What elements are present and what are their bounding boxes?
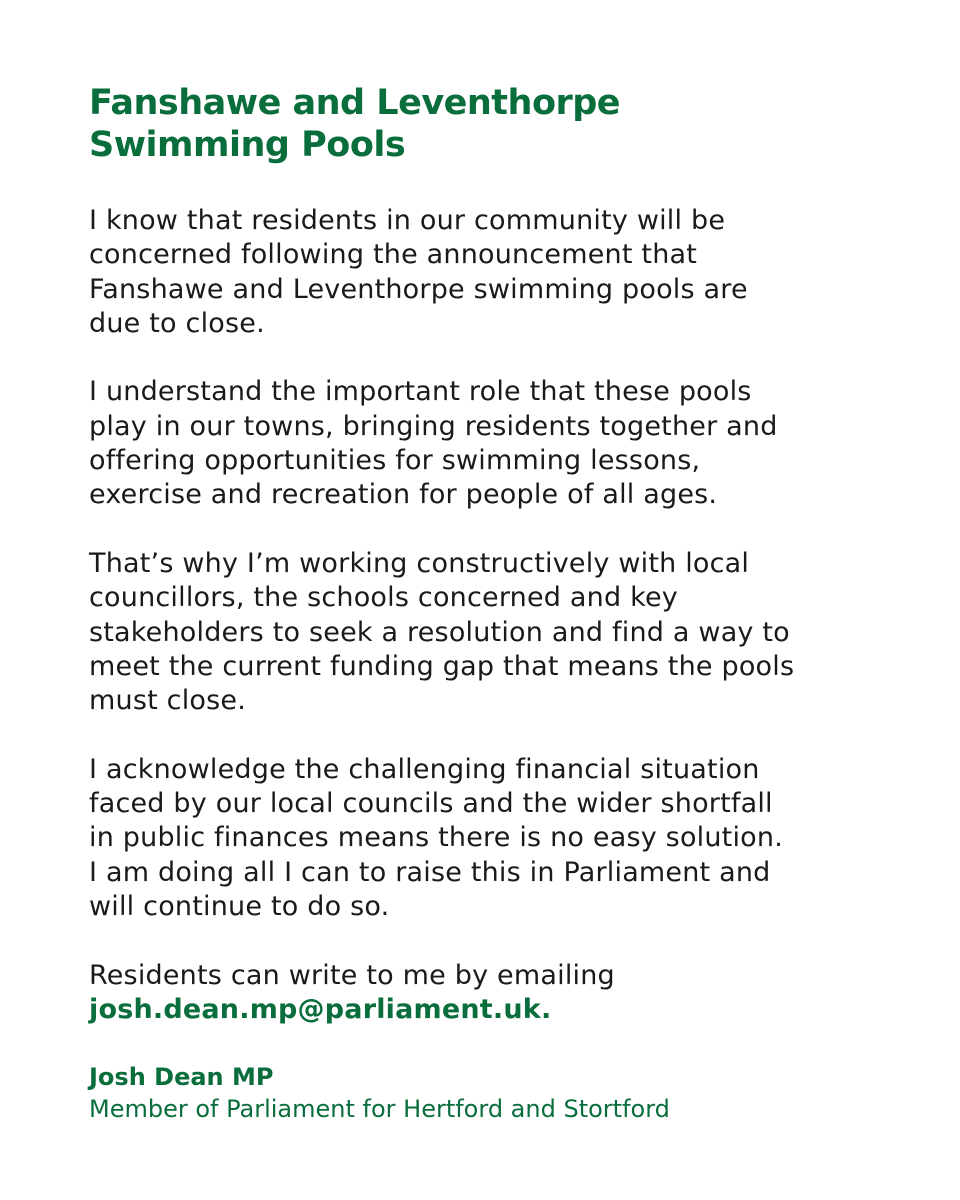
paragraph-3	[89, 547, 889, 718]
paragraph-line: faced by our local councils and the wider shortfall	[89, 788, 773, 820]
paragraph-line: I know that residents in our community will be	[89, 205, 726, 236]
paragraph-line: That’s why I’m working constructively with local	[89, 547, 750, 579]
paragraph-line: concerned following the announcement that	[89, 239, 698, 271]
title-line-2: Swimming Pools	[89, 125, 406, 165]
statement-body	[89, 204, 889, 1027]
paragraph-1	[89, 204, 889, 341]
paragraph-line: will continue to do so.	[89, 890, 390, 922]
signature-role: Member of Parliament for Hertford and Stortford	[89, 1095, 670, 1124]
paragraph-line: councillors, the schools concerned and key	[89, 582, 678, 614]
paragraph-line: I acknowledge the challenging financial situation	[89, 753, 760, 785]
paragraph-line: play in our towns, bringing residents together and	[89, 410, 778, 442]
paragraph-4	[89, 753, 889, 924]
page-title	[89, 82, 889, 166]
paragraph-line: exercise and recreation for people of all ages.	[89, 479, 718, 511]
contact-intro: Residents can write to me by emailing	[89, 959, 615, 991]
paragraph-line: I understand the important role that these pools	[89, 376, 752, 408]
statement-page	[89, 82, 889, 1125]
paragraph-line: Fanshawe and Leventhorpe swimming pools are	[89, 273, 748, 305]
signature-block	[89, 1061, 889, 1125]
paragraph-line: offering opportunities for swimming lessons,	[89, 445, 701, 477]
paragraph-line: meet the current funding gap that means the pools	[89, 650, 795, 682]
paragraph-2	[89, 375, 889, 512]
contact-paragraph	[89, 959, 889, 1028]
paragraph-line: I am doing all I can to raise this in Parliament and	[89, 856, 771, 888]
email-link[interactable]: josh.dean.mp@parliament.uk.	[89, 993, 552, 1025]
paragraph-line: stakeholders to seek a resolution and find a way to	[89, 616, 790, 648]
paragraph-line: due to close.	[89, 307, 265, 339]
signature-name: Josh Dean MP	[89, 1063, 274, 1092]
paragraph-line: must close.	[89, 685, 246, 717]
title-line-1: Fanshawe and Leventhorpe	[89, 83, 621, 123]
paragraph-line: in public finances means there is no easy solution.	[89, 822, 783, 854]
